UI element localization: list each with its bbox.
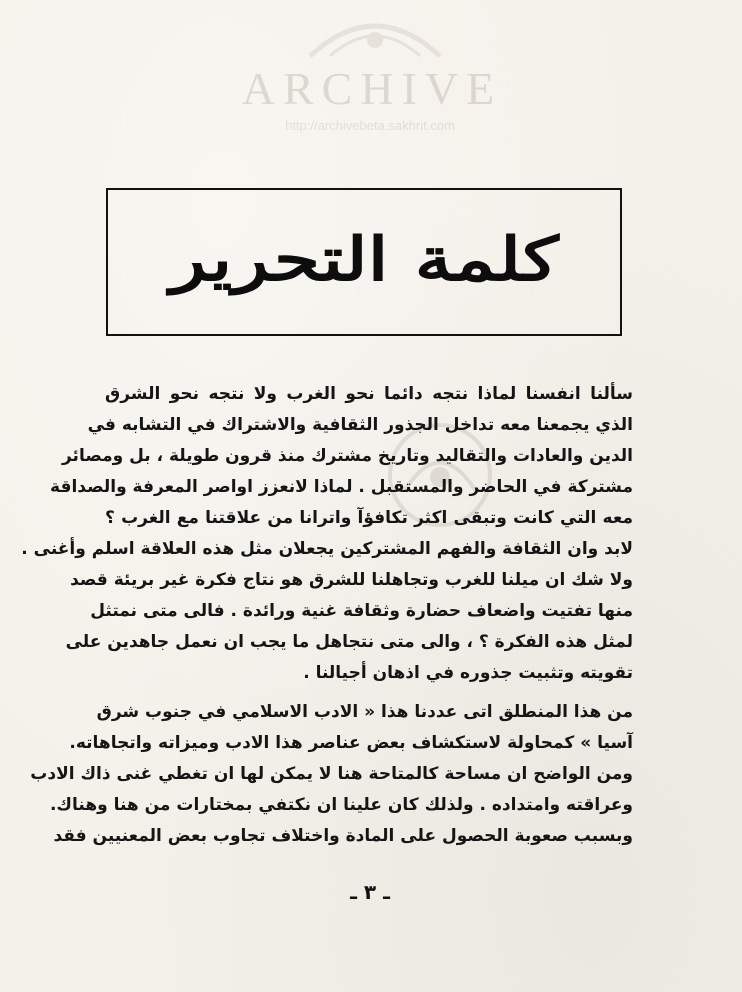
text-line: منها تفتيت واضعاف حضارة وثقافة غنية ورائدة . فالى متى نمتثل [90, 601, 633, 621]
archive-logo-icon [300, 6, 450, 64]
text-line: من هذا المنطلق اتى عددنا هذا « الادب الاسلامي في جنوب شرق [96, 702, 633, 722]
watermark-text: ARCHIVE [241, 63, 503, 114]
text-line: مشتركة في الحاضر والمستقبل . لماذا لانعزز اواصر المعرفة والصداقة [50, 477, 633, 497]
text-line: وعراقته وامتداده . ولذلك كان علينا ان نكتفي بمختارات من هنا وهناك. [49, 795, 633, 815]
text-line: لمثل هذه الفكرة ؟ ، والى متى نتجاهل ما يجب ان نعمل جاهدين على [65, 632, 633, 652]
text-line: الدين والعادات والتقاليد وتاريخ مشترك منذ قرون طويلة ، بل ومصائر [61, 446, 633, 466]
text-line: تقويته وتثبيت جذوره في اذهان أجيالنا . [303, 663, 633, 683]
watermark-url: http://archivebeta.sakhrit.com [285, 118, 455, 133]
page-number: ـ ٣ ـ [350, 880, 390, 904]
text-line: وبسبب صعوبة الحصول على المادة واختلاف تجاوب بعض المعنيين فقد [53, 826, 633, 846]
text-line: ومن الواضح ان مساحة كالمتاحة هنا لا يمكن لها ان تغطي غنى ذاك الادب [30, 764, 633, 784]
page-title: كلمة التحرير [169, 225, 559, 295]
text-line: سألنا انفسنا لماذا نتجه دائما نحو الغرب ولا نتجه نحو الشرق [105, 384, 633, 404]
paragraph-2 [30, 697, 633, 852]
text-line: معه التي كانت وتبقى اكثر تكافؤآ واترانا من علاقتنا مع الغرب ؟ [105, 508, 633, 528]
text-line: الذي يجمعنا معه تداخل الجذور الثقافية والاشتراك في التشابه في [87, 415, 633, 435]
text-line: ولا شك ان ميلنا للغرب وتجاهلنا للشرق هو نتاج فكرة غير بريئة قصد [70, 570, 633, 590]
paragraph-1 [21, 379, 633, 689]
title-frame [106, 188, 622, 336]
text-line: آسيا » كمحاولة لاستكشاف بعض عناصر هذا الادب وميزاته واتجاهاته. [69, 733, 633, 753]
text-line: لابد وان الثقافة والفهم المشتركين يجعلان مثل هذه العلاقة اسلم وأغنى . [21, 539, 633, 559]
